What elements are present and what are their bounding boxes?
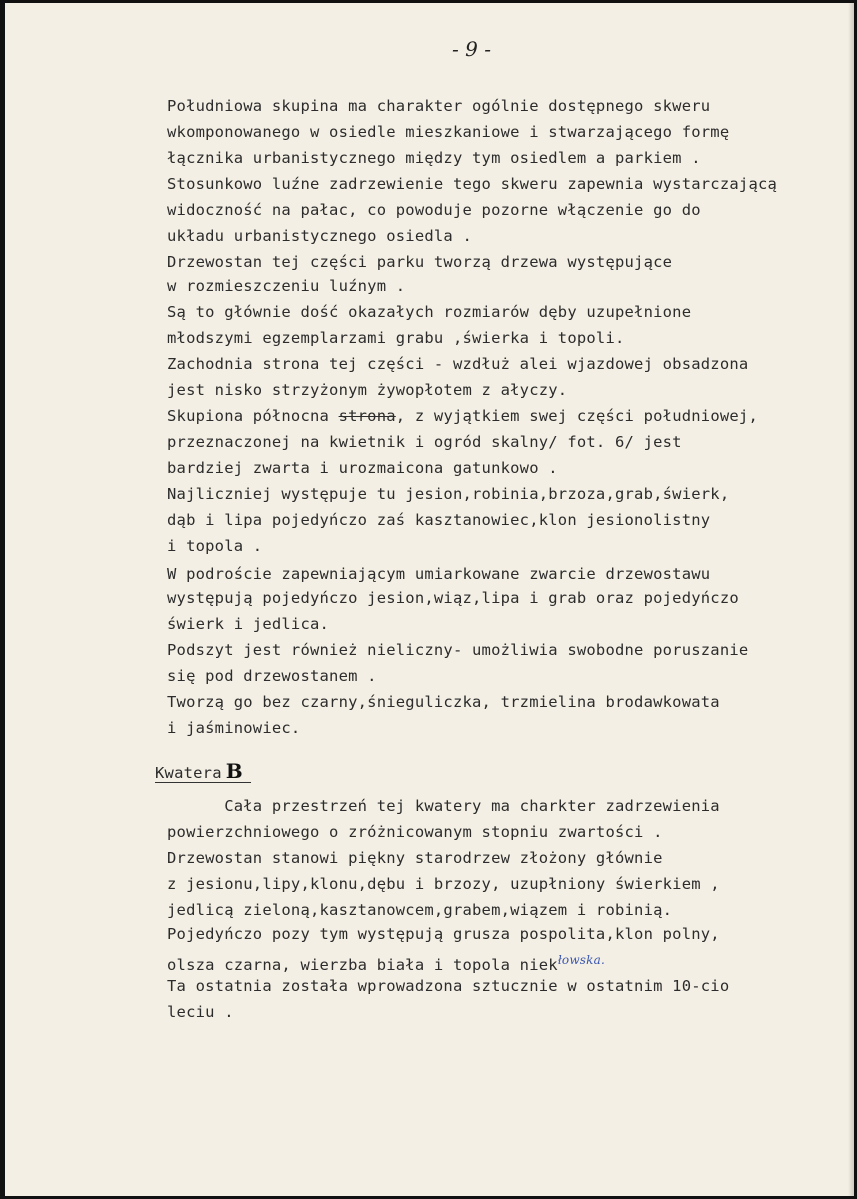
- text-line: występują pojedyńczo jesion,wiąz,lipa i grab oraz pojedyńczo: [167, 589, 739, 607]
- text-line: W podroście zapewniającym umiarkowane zwarcie drzewostawu: [167, 565, 711, 583]
- text-line: wkomponowanego w osiedle mieszkaniowe i stwarzającego formę: [167, 123, 730, 141]
- text-line: widoczność na pałac, co powoduje pozorne włączenie go do: [167, 201, 701, 219]
- text-line-with-strikethrough: [167, 405, 758, 427]
- text-line: świerk i jedlica.: [167, 615, 330, 633]
- text-line: i jaśminowiec.: [167, 719, 301, 737]
- text-line: bardziej zwarta i urozmaicona gatunkowo .: [167, 459, 558, 477]
- text-line-with-handwriting: [167, 949, 605, 974]
- text-line: Tworzą go bez czarny,śnieguliczka, trzmielina brodawkowata: [167, 693, 720, 711]
- text-line: Cała przestrzeń tej kwatery ma charkter zadrzewienia: [167, 797, 720, 815]
- section-heading-letter: B: [225, 759, 243, 783]
- text-line: Drzewostan tej części parku tworzą drzewa występujące: [167, 253, 673, 271]
- text-line: w rozmieszczeniu luźnym .: [167, 277, 406, 295]
- text-line: młodszymi egzemplarzami grabu ,świerka i topoli.: [167, 329, 625, 347]
- text-line: przeznaczonej na kwietnik i ogród skalny/ fot. 6/ jest: [167, 433, 682, 451]
- text-line: dąb i lipa pojedyńczo zaś kasztanowiec,klon jesionolistny: [167, 511, 711, 529]
- text-fragment: olsza czarna, wierzba biała i topola niek: [167, 956, 558, 974]
- text-line: Pojedyńczo pozy tym występują grusza pospolita,klon polny,: [167, 925, 720, 943]
- text-line: Są to głównie dość okazałych rozmiarów dęby uzupełnione: [167, 303, 692, 321]
- text-fragment: Skupiona północna: [167, 407, 339, 425]
- section-heading-label: Kwatera: [155, 764, 222, 782]
- text-line: Najliczniej występuje tu jesion,robinia,brzoza,grab,świerk,: [167, 485, 730, 503]
- text-line: się pod drzewostanem .: [167, 667, 377, 685]
- text-line: Drzewostan stanowi piękny starodrzew złożony głównie: [167, 849, 663, 867]
- text-line: łącznika urbanistycznego między tym osiedlem a parkiem .: [167, 149, 701, 167]
- page-edge-shadow: [848, 3, 854, 1196]
- text-fragment: , z wyjątkiem swej części południowej,: [395, 407, 758, 425]
- text-line: z jesionu,lipy,klonu,dębu i brzozy, uzupłniony świerkiem ,: [167, 875, 720, 893]
- text-line: leciu .: [167, 1003, 234, 1021]
- text-line: Podszyt jest również nieliczny- umożliwia swobodne poruszanie: [167, 641, 749, 659]
- handwritten-correction: łowska.: [557, 953, 605, 967]
- page-number: - 9 -: [452, 37, 491, 61]
- text-line: Zachodnia strona tej części - wzdłuż alei wjazdowej obsadzona: [167, 355, 749, 373]
- text-line: jest nisko strzyżonym żywopłotem z ałyczy.: [167, 381, 568, 399]
- text-line: Stosunkowo luźne zadrzewienie tego skweru zapewnia wystarczającą: [167, 175, 778, 193]
- struck-word: strona: [338, 407, 396, 425]
- text-line: powierzchniowego o zróżnicowanym stopniu zwartości .: [167, 823, 663, 841]
- text-line: układu urbanistycznego osiedla .: [167, 227, 473, 245]
- text-line: jedlicą zieloną,kasztanowcem,grabem,wiązem i robinią.: [167, 901, 673, 919]
- text-line: i topola .: [167, 537, 263, 555]
- section-heading: [155, 760, 251, 783]
- text-line: Południowa skupina ma charakter ogólnie dostępnego skweru: [167, 97, 711, 115]
- text-line: Ta ostatnia została wprowadzona sztucznie w ostatnim 10-cio: [167, 977, 730, 995]
